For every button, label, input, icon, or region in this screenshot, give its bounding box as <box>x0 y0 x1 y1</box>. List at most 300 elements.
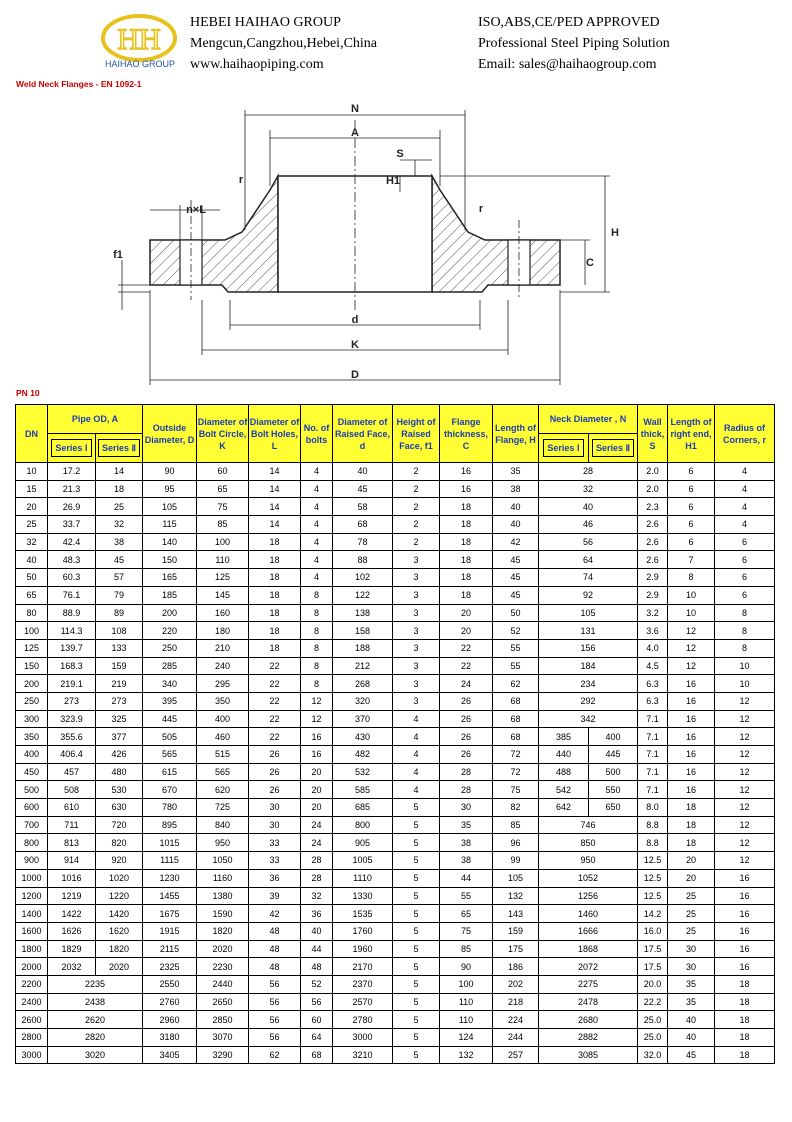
cell-no-bolts: 4 <box>301 551 333 569</box>
cell-no-bolts: 12 <box>301 710 333 728</box>
cell-pipe-od-series1: 813 <box>48 834 96 852</box>
cell-right-end: 7 <box>668 551 715 569</box>
cell-corner-radius: 12 <box>715 834 775 852</box>
cell-raised-face: 2780 <box>333 1011 393 1029</box>
cell-neck-series2: 400 <box>589 728 638 746</box>
header-bolt-circle: Diameter of Bolt Circle, K <box>197 405 249 463</box>
cell-right-end: 16 <box>668 692 715 710</box>
cell-flange-length: 75 <box>493 781 539 799</box>
cell-pipe-od-series1: 610 <box>48 799 96 817</box>
cell-no-bolts: 24 <box>301 816 333 834</box>
cell-no-bolts: 12 <box>301 692 333 710</box>
cell-pipe-od-series1: 48.3 <box>48 551 96 569</box>
header-raised-face: Diameter of Raised Face, d <box>333 405 393 463</box>
cell-corner-radius: 18 <box>715 993 775 1011</box>
cell-no-bolts: 20 <box>301 763 333 781</box>
cell-bolt-circle: 950 <box>197 834 249 852</box>
cell-wall-thick: 3.6 <box>638 622 668 640</box>
cell-dn: 100 <box>16 622 48 640</box>
cell-corner-radius: 4 <box>715 463 775 481</box>
cell-flange-thickness: 44 <box>440 869 493 887</box>
table-row <box>16 922 775 940</box>
label-S: S <box>396 148 404 160</box>
cell-right-end: 45 <box>668 1046 715 1064</box>
cell-bolt-circle: 180 <box>197 622 249 640</box>
table-row <box>16 746 775 764</box>
cell-neck-diameter: 40 <box>539 498 638 516</box>
table-row <box>16 480 775 498</box>
cell-corner-radius: 4 <box>715 516 775 534</box>
cell-wall-thick: 25.0 <box>638 1029 668 1047</box>
cell-flange-length: 85 <box>493 816 539 834</box>
cell-bolt-circle: 1820 <box>197 922 249 940</box>
cell-flange-length: 68 <box>493 710 539 728</box>
cell-bolt-holes: 48 <box>249 922 301 940</box>
email[interactable]: Email: sales@haihaogroup.com <box>478 57 657 72</box>
cell-no-bolts: 68 <box>301 1046 333 1064</box>
cell-right-end: 40 <box>668 1011 715 1029</box>
cell-bolt-circle: 295 <box>197 675 249 693</box>
company-website[interactable]: www.haihaopiping.com <box>190 57 324 72</box>
cell-bolt-holes: 22 <box>249 728 301 746</box>
cell-flange-thickness: 18 <box>440 498 493 516</box>
cell-bolt-holes: 14 <box>249 498 301 516</box>
cell-neck-diameter: 28 <box>539 463 638 481</box>
cell-neck-diameter: 1052 <box>539 869 638 887</box>
cell-right-end: 6 <box>668 533 715 551</box>
cell-right-end: 12 <box>668 622 715 640</box>
cell-raised-face: 2570 <box>333 993 393 1011</box>
cell-wall-thick: 3.2 <box>638 604 668 622</box>
cell-pipe-od-series1: 60.3 <box>48 569 96 587</box>
bolt-hole-right <box>508 240 530 285</box>
cell-dn: 15 <box>16 480 48 498</box>
cell-bolt-holes: 48 <box>249 958 301 976</box>
cell-pipe-od-series2: 159 <box>96 657 143 675</box>
cell-wall-thick: 25.0 <box>638 1011 668 1029</box>
cell-no-bolts: 24 <box>301 834 333 852</box>
cell-pipe-od-series1: 168.3 <box>48 657 96 675</box>
cell-neck-diameter: 184 <box>539 657 638 675</box>
cell-no-bolts: 4 <box>301 498 333 516</box>
table-row <box>16 622 775 640</box>
cell-bolt-holes: 22 <box>249 710 301 728</box>
cell-pipe-od-series1: 21.3 <box>48 480 96 498</box>
cell-raised-height: 4 <box>393 781 440 799</box>
cell-flange-thickness: 110 <box>440 1011 493 1029</box>
cell-pipe-od-series1: 406.4 <box>48 746 96 764</box>
cell-wall-thick: 2.6 <box>638 551 668 569</box>
cell-outside-diameter: 3180 <box>143 1029 197 1047</box>
cell-corner-radius: 8 <box>715 604 775 622</box>
cell-dn: 40 <box>16 551 48 569</box>
cell-pipe-od-series2: 38 <box>96 533 143 551</box>
cell-wall-thick: 12.5 <box>638 852 668 870</box>
cell-flange-length: 68 <box>493 692 539 710</box>
cell-corner-radius: 18 <box>715 1029 775 1047</box>
cell-raised-face: 1535 <box>333 905 393 923</box>
cell-pipe-od-series2: 820 <box>96 834 143 852</box>
cell-pipe-od-series1: 17.2 <box>48 463 96 481</box>
cell-pipe-od-series1: 1016 <box>48 869 96 887</box>
cell-flange-length: 202 <box>493 975 539 993</box>
cell-raised-face: 430 <box>333 728 393 746</box>
cell-no-bolts: 16 <box>301 746 333 764</box>
cell-neck-diameter: 56 <box>539 533 638 551</box>
cell-flange-thickness: 18 <box>440 551 493 569</box>
cell-bolt-circle: 145 <box>197 586 249 604</box>
cell-neck-diameter: 2072 <box>539 958 638 976</box>
cell-dn: 300 <box>16 710 48 728</box>
cell-bolt-holes: 30 <box>249 816 301 834</box>
cell-raised-face: 320 <box>333 692 393 710</box>
cell-corner-radius: 6 <box>715 586 775 604</box>
cell-dn: 2600 <box>16 1011 48 1029</box>
label-H: H <box>611 227 619 239</box>
cell-bolt-holes: 56 <box>249 1029 301 1047</box>
cell-no-bolts: 8 <box>301 657 333 675</box>
cell-flange-length: 40 <box>493 516 539 534</box>
cell-pipe-od-series1: 355.6 <box>48 728 96 746</box>
cell-wall-thick: 2.0 <box>638 480 668 498</box>
cell-no-bolts: 4 <box>301 480 333 498</box>
cell-corner-radius: 12 <box>715 852 775 870</box>
cell-flange-length: 40 <box>493 498 539 516</box>
cell-dn: 2000 <box>16 958 48 976</box>
cell-wall-thick: 20.0 <box>638 975 668 993</box>
cell-corner-radius: 4 <box>715 480 775 498</box>
cell-outside-diameter: 780 <box>143 799 197 817</box>
cell-raised-face: 1960 <box>333 940 393 958</box>
cell-bolt-holes: 18 <box>249 586 301 604</box>
header-right-end: Length of right end, H1 <box>668 405 715 463</box>
cell-raised-height: 5 <box>393 993 440 1011</box>
cell-no-bolts: 8 <box>301 639 333 657</box>
cell-neck-diameter: 850 <box>539 834 638 852</box>
cell-right-end: 18 <box>668 834 715 852</box>
cell-right-end: 6 <box>668 463 715 481</box>
cell-raised-face: 158 <box>333 622 393 640</box>
table-row <box>16 781 775 799</box>
cell-no-bolts: 60 <box>301 1011 333 1029</box>
cell-wall-thick: 14.2 <box>638 905 668 923</box>
cell-bolt-holes: 56 <box>249 975 301 993</box>
cell-raised-face: 482 <box>333 746 393 764</box>
header-series-2: Series Ⅱ <box>96 434 143 463</box>
cell-no-bolts: 48 <box>301 958 333 976</box>
cell-dn: 2200 <box>16 975 48 993</box>
cell-pipe-od-series2: 79 <box>96 586 143 604</box>
cell-bolt-holes: 18 <box>249 604 301 622</box>
cell-flange-thickness: 132 <box>440 1046 493 1064</box>
cell-raised-height: 2 <box>393 480 440 498</box>
cell-raised-height: 3 <box>393 675 440 693</box>
cell-raised-height: 4 <box>393 763 440 781</box>
cell-raised-face: 905 <box>333 834 393 852</box>
cell-outside-diameter: 200 <box>143 604 197 622</box>
cell-right-end: 16 <box>668 763 715 781</box>
cell-raised-height: 3 <box>393 692 440 710</box>
cell-raised-height: 3 <box>393 657 440 675</box>
cell-wall-thick: 6.3 <box>638 692 668 710</box>
cell-pipe-od-series2: 2020 <box>96 958 143 976</box>
cell-pipe-od-series1: 711 <box>48 816 96 834</box>
cell-pipe-od-series1: 914 <box>48 852 96 870</box>
label-A: A <box>351 127 359 139</box>
cell-outside-diameter: 1915 <box>143 922 197 940</box>
cell-bolt-circle: 1380 <box>197 887 249 905</box>
cell-bolt-circle: 3070 <box>197 1029 249 1047</box>
table-row <box>16 763 775 781</box>
logo-letters: HH <box>117 23 161 56</box>
label-nxL: n×L <box>186 204 206 216</box>
cell-flange-length: 55 <box>493 657 539 675</box>
header-neck-series-1: Series Ⅰ <box>539 434 589 463</box>
cell-right-end: 18 <box>668 816 715 834</box>
table-row <box>16 657 775 675</box>
cell-no-bolts: 56 <box>301 993 333 1011</box>
cell-pipe-od: 2438 <box>48 993 143 1011</box>
cell-dn: 200 <box>16 675 48 693</box>
cell-flange-thickness: 28 <box>440 763 493 781</box>
cell-corner-radius: 16 <box>715 887 775 905</box>
cell-bolt-circle: 210 <box>197 639 249 657</box>
cell-raised-face: 585 <box>333 781 393 799</box>
cell-outside-diameter: 895 <box>143 816 197 834</box>
cell-pipe-od-series2: 18 <box>96 480 143 498</box>
cell-bolt-circle: 840 <box>197 816 249 834</box>
cell-bolt-holes: 22 <box>249 675 301 693</box>
cell-dn: 25 <box>16 516 48 534</box>
cell-neck-diameter: 64 <box>539 551 638 569</box>
cell-flange-length: 42 <box>493 533 539 551</box>
cell-flange-length: 38 <box>493 480 539 498</box>
cell-right-end: 6 <box>668 480 715 498</box>
cell-wall-thick: 12.5 <box>638 887 668 905</box>
cell-pipe-od-series2: 480 <box>96 763 143 781</box>
cell-no-bolts: 8 <box>301 604 333 622</box>
cell-outside-diameter: 3405 <box>143 1046 197 1064</box>
header-bolt-holes: Diameter of Bolt Holes, L <box>249 405 301 463</box>
cell-bolt-holes: 18 <box>249 533 301 551</box>
cell-outside-diameter: 1115 <box>143 852 197 870</box>
table-row <box>16 569 775 587</box>
cell-outside-diameter: 1015 <box>143 834 197 852</box>
cell-wall-thick: 6.3 <box>638 675 668 693</box>
cell-no-bolts: 52 <box>301 975 333 993</box>
cell-neck-diameter: 92 <box>539 586 638 604</box>
header-corner-radius: Radius of Corners, r <box>715 405 775 463</box>
cell-flange-thickness: 110 <box>440 993 493 1011</box>
cell-bolt-circle: 85 <box>197 516 249 534</box>
cell-dn: 1800 <box>16 940 48 958</box>
cell-right-end: 16 <box>668 710 715 728</box>
cell-outside-diameter: 1675 <box>143 905 197 923</box>
cell-pipe-od-series2: 1820 <box>96 940 143 958</box>
cell-neck-diameter: 234 <box>539 675 638 693</box>
cell-wall-thick: 17.5 <box>638 940 668 958</box>
cell-pipe-od: 2820 <box>48 1029 143 1047</box>
cell-corner-radius: 16 <box>715 940 775 958</box>
cell-outside-diameter: 150 <box>143 551 197 569</box>
cell-bolt-circle: 1050 <box>197 852 249 870</box>
cell-neck-diameter: 74 <box>539 569 638 587</box>
table-row <box>16 905 775 923</box>
cell-bolt-circle: 100 <box>197 533 249 551</box>
cell-raised-height: 5 <box>393 887 440 905</box>
cell-pipe-od-series1: 1219 <box>48 887 96 905</box>
cell-flange-length: 50 <box>493 604 539 622</box>
cell-dn: 1000 <box>16 869 48 887</box>
cell-no-bolts: 32 <box>301 887 333 905</box>
table-row <box>16 586 775 604</box>
cell-neck-series2: 445 <box>589 746 638 764</box>
cell-pipe-od-series1: 139.7 <box>48 639 96 657</box>
cell-raised-height: 2 <box>393 463 440 481</box>
cell-raised-height: 2 <box>393 533 440 551</box>
cell-no-bolts: 8 <box>301 586 333 604</box>
cell-raised-height: 5 <box>393 852 440 870</box>
cell-neck-diameter: 2882 <box>539 1029 638 1047</box>
cell-dn: 20 <box>16 498 48 516</box>
cell-raised-height: 5 <box>393 1011 440 1029</box>
cell-corner-radius: 12 <box>715 799 775 817</box>
cell-pipe-od-series1: 26.9 <box>48 498 96 516</box>
cell-raised-face: 532 <box>333 763 393 781</box>
cell-neck-diameter: 156 <box>539 639 638 657</box>
cell-pipe-od-series1: 508 <box>48 781 96 799</box>
label-K: K <box>351 339 359 351</box>
cell-right-end: 16 <box>668 675 715 693</box>
cell-raised-height: 5 <box>393 869 440 887</box>
cell-no-bolts: 40 <box>301 922 333 940</box>
cell-flange-thickness: 26 <box>440 728 493 746</box>
cell-dn: 65 <box>16 586 48 604</box>
cell-flange-thickness: 90 <box>440 958 493 976</box>
flange-spec-table <box>15 404 775 1064</box>
cell-raised-height: 5 <box>393 958 440 976</box>
cell-bolt-circle: 1160 <box>197 869 249 887</box>
cell-bolt-circle: 1590 <box>197 905 249 923</box>
cell-pipe-od-series2: 14 <box>96 463 143 481</box>
cell-bolt-holes: 18 <box>249 639 301 657</box>
cell-flange-length: 45 <box>493 569 539 587</box>
cell-flange-thickness: 75 <box>440 922 493 940</box>
cell-outside-diameter: 105 <box>143 498 197 516</box>
cell-bolt-holes: 18 <box>249 551 301 569</box>
cell-raised-face: 78 <box>333 533 393 551</box>
header-neck-series-2: Series Ⅱ <box>589 434 638 463</box>
cell-bolt-holes: 22 <box>249 657 301 675</box>
cell-raised-height: 5 <box>393 975 440 993</box>
cell-wall-thick: 2.6 <box>638 533 668 551</box>
cell-bolt-circle: 2230 <box>197 958 249 976</box>
cell-outside-diameter: 395 <box>143 692 197 710</box>
cell-raised-height: 3 <box>393 551 440 569</box>
table-row <box>16 498 775 516</box>
cell-flange-length: 132 <box>493 887 539 905</box>
cell-corner-radius: 16 <box>715 922 775 940</box>
cell-pipe-od-series2: 630 <box>96 799 143 817</box>
cell-wall-thick: 8.8 <box>638 834 668 852</box>
cell-flange-length: 72 <box>493 763 539 781</box>
cell-flange-length: 45 <box>493 551 539 569</box>
cell-raised-height: 3 <box>393 622 440 640</box>
cell-bolt-circle: 460 <box>197 728 249 746</box>
cell-flange-length: 62 <box>493 675 539 693</box>
cell-raised-height: 5 <box>393 922 440 940</box>
cell-flange-thickness: 26 <box>440 746 493 764</box>
cell-wall-thick: 7.1 <box>638 728 668 746</box>
cell-corner-radius: 12 <box>715 728 775 746</box>
cell-raised-face: 2170 <box>333 958 393 976</box>
cell-bolt-circle: 2440 <box>197 975 249 993</box>
cell-raised-face: 268 <box>333 675 393 693</box>
cell-neck-diameter: 342 <box>539 710 638 728</box>
label-f1: f1 <box>113 249 123 261</box>
cell-bolt-holes: 56 <box>249 1011 301 1029</box>
cell-wall-thick: 2.3 <box>638 498 668 516</box>
cell-corner-radius: 6 <box>715 533 775 551</box>
cell-neck-series2: 550 <box>589 781 638 799</box>
cell-pipe-od-series1: 457 <box>48 763 96 781</box>
document-title: Weld Neck Flanges - EN 1092-1 <box>16 79 142 89</box>
cell-raised-face: 1760 <box>333 922 393 940</box>
label-C: C <box>586 257 594 269</box>
table-row <box>16 1029 775 1047</box>
cell-raised-face: 2370 <box>333 975 393 993</box>
cell-no-bolts: 16 <box>301 728 333 746</box>
flange-drawing <box>110 100 640 390</box>
cell-pipe-od-series2: 133 <box>96 639 143 657</box>
cell-bolt-holes: 33 <box>249 834 301 852</box>
cell-pipe-od-series2: 108 <box>96 622 143 640</box>
cell-pipe-od-series2: 25 <box>96 498 143 516</box>
cell-outside-diameter: 2550 <box>143 975 197 993</box>
cell-corner-radius: 8 <box>715 639 775 657</box>
label-D: D <box>351 369 359 381</box>
company-address: Mengcun,Cangzhou,Hebei,China <box>190 36 378 51</box>
cell-pipe-od: 2235 <box>48 975 143 993</box>
header-neck-diameter: Neck Diameter , N <box>539 405 638 434</box>
cell-corner-radius: 10 <box>715 675 775 693</box>
label-r-side: r <box>478 203 484 215</box>
cell-bolt-circle: 75 <box>197 498 249 516</box>
cell-outside-diameter: 95 <box>143 480 197 498</box>
cell-pipe-od-series1: 1422 <box>48 905 96 923</box>
cell-pipe-od: 3020 <box>48 1046 143 1064</box>
cell-flange-thickness: 55 <box>440 887 493 905</box>
cell-dn: 10 <box>16 463 48 481</box>
table-row <box>16 728 775 746</box>
certification: ISO,ABS,CE/PED APPROVED <box>478 15 660 30</box>
cell-outside-diameter: 2115 <box>143 940 197 958</box>
cell-bolt-holes: 22 <box>249 692 301 710</box>
cell-no-bolts: 8 <box>301 622 333 640</box>
cell-bolt-circle: 160 <box>197 604 249 622</box>
cell-dn: 125 <box>16 639 48 657</box>
cell-corner-radius: 12 <box>715 781 775 799</box>
table-row <box>16 463 775 481</box>
cell-outside-diameter: 1230 <box>143 869 197 887</box>
cell-raised-height: 3 <box>393 639 440 657</box>
cell-corner-radius: 18 <box>715 1046 775 1064</box>
table-row <box>16 639 775 657</box>
cell-raised-height: 4 <box>393 710 440 728</box>
cell-bolt-circle: 110 <box>197 551 249 569</box>
cell-neck-diameter: 1256 <box>539 887 638 905</box>
table-row <box>16 1011 775 1029</box>
